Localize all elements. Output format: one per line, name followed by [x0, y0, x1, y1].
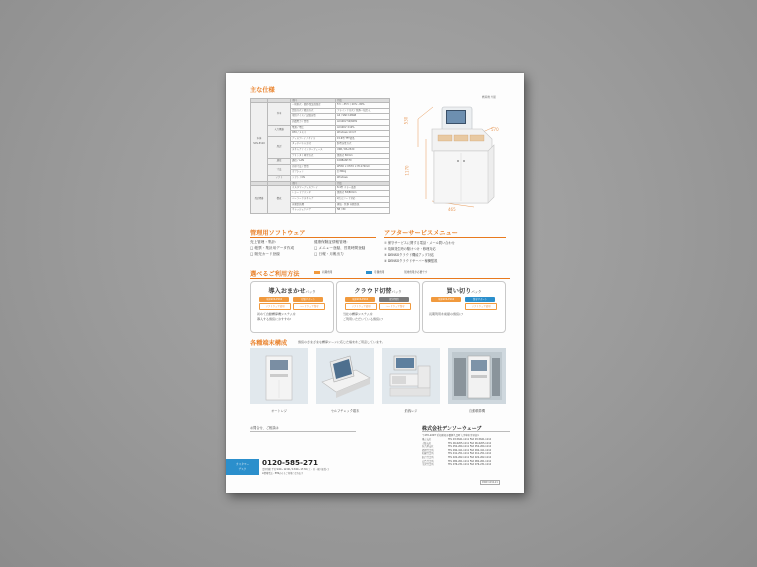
legend-label: 月額費用 — [374, 271, 385, 274]
spec-heading: 主な仕様 — [250, 87, 275, 94]
dim-label: 465 — [448, 207, 456, 212]
dim-label: 570 — [491, 127, 499, 132]
divider — [250, 237, 376, 238]
branch-list: 東京支社 大阪支社 名古屋支社 福岡営業所 札幌営業所 仙台営業所 広島営業所 金沢営業所 — [422, 438, 434, 467]
software-item: □ 日報・月報出力 — [314, 252, 344, 256]
spec-table: 項目 仕様 本体 SCS-P110 基本 一般形式・動作保証温湿度 5℃〜35℃ / 20%〜80% 読取方式 / 搬送方式 ブラインド方式 / 紙幣一括投入 用紙サイズ / 記憶容量 A4 / SSD 128GB 消費電力 / 質量 AC100V 50/60Hz 入力機器 電源 / 電圧 AC100V ±10% CPU / メモリ Windows 10 IoT 周辺 ディスプレイ / サイズ 15.6型 TFT液晶 タッチパネル方式 静電容量方式 スキャナ / インターフェース USB / RS-232C プリンタ / 印字方式 感熱式 80mm 通信 通信 / LAN 100BASE-TX 寸法 外形寸法 / 質量 W530 × D570 × H1170mm オプション 約 80kg ソフト ソフト / OS Windows 項目 仕様 周辺機器 構成 カスタマーディスプレイ 8.4型 カラー液晶 レシートプリンタ 感熱式 58/80mm バーコードスキャナ 2次元コード対応 自動釣銭機 硬貨・紙幣 自動釣銭 キャッシュドロア 5B / 8C — [250, 98, 390, 214]
spec-row: CPU / メモリ — [291, 131, 336, 137]
machine-caption: 精算機 外観 — [482, 96, 496, 99]
terminal-photo-auto-register — [250, 348, 308, 404]
terminal-photo-self-check — [316, 348, 374, 404]
pack-card-kaikiri — [422, 281, 506, 333]
pack-tag: ハードウェア保守 — [293, 303, 325, 310]
divider — [250, 278, 510, 279]
divider — [422, 431, 510, 432]
pack-description: 長期利用を前提の施設に! — [429, 312, 464, 316]
pack-tag: ソフトウェア使用 — [345, 303, 377, 310]
inquiry-text: お問合せ、ご相談は — [250, 426, 279, 430]
software-item: □ 販売カード登録 — [250, 252, 280, 256]
spec-model: 本体 SCS-P110 — [251, 103, 268, 181]
pack-title: 導入おまかせパック — [268, 288, 316, 295]
spec-subrow: キャッシュドロア — [291, 208, 336, 214]
pack-tag: 保守契約 — [379, 297, 409, 302]
machine-illustration — [398, 99, 522, 209]
terminals-heading: 各種端末構成 — [250, 340, 288, 347]
terminal-label: 自動精算機 — [469, 409, 485, 413]
terminal-label: オートレジ — [271, 409, 287, 413]
customer-desk-badge: カスタマー デスク — [226, 459, 259, 475]
after-service-item: ③ DENSOクラウド機能アップ対応 — [384, 253, 435, 257]
pack-description: 初めて自動精算機システムを 導入する施設におすすめ! — [257, 312, 296, 321]
pack-description: 当社の精算システムを ご利用いただいている施設に! — [343, 312, 384, 321]
spec-row: 用紙サイズ / 記憶容量 — [291, 114, 336, 120]
catalog-code: DWP-1234-21 — [482, 481, 498, 484]
spec-row: スキャナ / インターフェース — [291, 147, 336, 153]
pack-card-omakase — [250, 281, 334, 333]
terminal-photo-change-register — [382, 348, 440, 404]
brochure-sheet — [226, 73, 524, 493]
usage-heading: 選べるご利用方法 — [250, 271, 300, 278]
terminal-label: 釣銭レジ — [404, 409, 418, 413]
pack-tag: 本体SCS-P110 — [431, 297, 461, 302]
company-name: 株式会社デンソーウェーブ — [422, 426, 482, 432]
pack-title: 買い切りパック — [446, 288, 482, 295]
pack-card-cloud — [336, 281, 420, 333]
divider — [250, 431, 356, 432]
phone-number: 0120-585-271 — [262, 458, 318, 467]
software-item: □ メニュー登録、営業時間登録 — [314, 246, 366, 250]
software-col1-title: 売上管理・集計: — [250, 240, 277, 244]
spec-subrow: バーコードスキャナ — [291, 196, 336, 202]
spec-subrow: 自動釣銭機 — [291, 202, 336, 208]
legend-swatch-orange — [314, 271, 320, 274]
terminal-label: セルフチェック端末 — [330, 409, 360, 413]
software-item: □ 帳票・集計用データ作成 — [250, 246, 295, 250]
spec-row: 通信 / LAN — [291, 159, 336, 165]
pack-tag: 本体SCS-P110 — [259, 297, 289, 302]
after-service-item: ② 故障発生時の駆けつけ・修理対応 — [384, 247, 436, 251]
pack-title: クラウド切替パック — [354, 288, 402, 295]
spec-row: 読取方式 / 搬送方式 — [291, 108, 336, 114]
pack-tag: ソフトウェア使用 — [259, 303, 291, 310]
legend-note: 別途費用が必要です — [404, 271, 428, 274]
terminal-photo-auto-payment — [448, 348, 506, 404]
spec-row: 一般形式・動作保証温湿度 — [291, 103, 336, 109]
phone-hours: 受付時間 平日 9:00〜12:00 / 13:00〜17:30 (土・日・祝日を除く) — [262, 468, 329, 471]
spec-subrow: カスタマーディスプレイ — [291, 185, 336, 191]
software-col2-title: 健康保険証情報管理: — [314, 240, 348, 244]
branch-phone-list: TEL 03-5641-1111 FAX 03-5641-1112 TEL 06-6205-1111 FAX 06-6205-1112 TEL 052-264-1111 FAX 052-264-1112 TEL 092-411-1111 FAX 092-411-1112 TEL 011-251-1111 FAX 011-251-1112 TEL 022-262-1111 FAX 022-262-1112 TEL 082-261-1111 FAX 082-261-1112 TEL 076-231-1111 FAX 076-231-1112 — [448, 438, 492, 467]
pack-tag: 保守サポート — [465, 297, 495, 302]
after-service-item: ① 保守サービスに関する電話・メール問い合わせ — [384, 241, 455, 245]
spec-row: プリンタ / 印字方式 — [291, 153, 336, 159]
dim-label: 530 — [403, 116, 409, 125]
spec-row: オプション — [291, 170, 336, 176]
spec-row: ディスプレイ / サイズ — [291, 136, 336, 142]
pack-tag: ソフトウェア使用 — [465, 303, 497, 310]
phone-note: ※携帯電話・PHSからもご利用になれます — [262, 472, 304, 475]
terminals-subtitle: 施設のさまざまな精算シーンに応じた端末をご用意しています。 — [298, 340, 385, 344]
pack-tag: 月額サポート — [293, 297, 323, 302]
dim-label: 1170 — [404, 165, 410, 176]
pack-tag: 本体SCS-P110 — [345, 297, 375, 302]
legend-label: 初期費用 — [322, 271, 333, 274]
spec-row: ソフト / OS — [291, 175, 336, 181]
spec-subrow: レシートプリンタ — [291, 191, 336, 197]
legend-swatch-blue — [366, 271, 372, 274]
software-heading: 管理用ソフトウェア — [250, 230, 306, 237]
after-service-heading: アフターサービスメニュー — [384, 230, 458, 237]
company-address: 〒470-2297 愛知県知多郡阿久比町大字草木字芳池1 — [422, 434, 479, 437]
spec-row: 外形寸法 / 質量 — [291, 164, 336, 170]
spec-row: タッチパネル方式 — [291, 142, 336, 148]
spec-row: 電源 / 電圧 — [291, 125, 336, 131]
divider — [384, 237, 506, 238]
after-service-item: ④ DENSOクラウドサーバー稼働監視 — [384, 259, 438, 263]
spec-row: 消費電力 / 質量 — [291, 119, 336, 125]
pack-tag: ハードウェア保守 — [379, 303, 411, 310]
